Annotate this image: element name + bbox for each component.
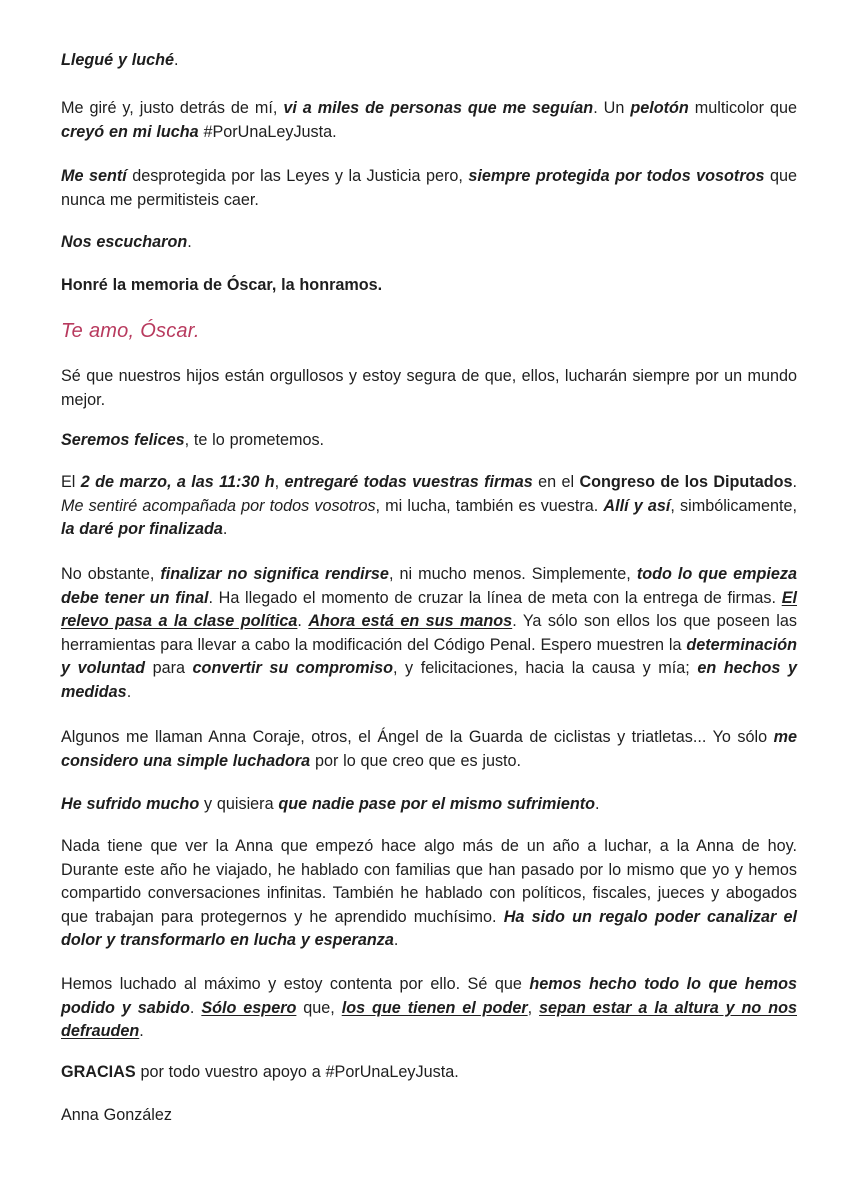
text-run: .: [792, 473, 797, 491]
text-run: por todo vuestro apoyo a #PorUnaLeyJusta.: [135, 1063, 459, 1081]
paragraph-4: [61, 231, 192, 255]
underlined-emphasis: sepan estar a la altura y no nos defrauden: [61, 998, 797, 1040]
emphasis: todo lo que empieza debe tener un final: [61, 565, 797, 607]
text-run: desprotegida por las Leyes y la Justicia pero,: [126, 167, 469, 185]
text-run: Algunos me llaman Anna Coraje, otros, el Ángel de la Guarda de ciclistas y triatletas... Yo sólo: [61, 728, 774, 746]
text-run: Me giré y, justo detrás de mí,: [61, 99, 284, 117]
text-run: , ni mucho menos. Simplemente,: [388, 565, 637, 583]
emphasis: Ha sido un regalo poder canalizar el dolor y transformarlo en lucha y esperanza: [61, 907, 797, 949]
emphasis: GRACIAS: [61, 1063, 136, 1081]
emphasis: Llegué y luché: [61, 51, 175, 69]
paragraph-9: [61, 471, 797, 542]
text-run: .: [187, 233, 192, 251]
emphasis: hemos hecho todo lo que hemos podido y sabido: [61, 975, 797, 1017]
paragraph-8: [61, 429, 324, 453]
emphasis: He sufrido mucho: [61, 795, 200, 813]
paragraph-1: [61, 49, 179, 73]
text-run: .: [393, 931, 399, 949]
paragraph-7: [61, 365, 797, 412]
text-run: . Un: [593, 99, 631, 117]
text-run: multicolor que: [688, 99, 798, 117]
emphasis: que nadie pase por el mismo sufrimiento: [278, 795, 596, 813]
emphasis: me considero una simple luchadora: [61, 728, 797, 770]
paragraph-12: [61, 793, 600, 817]
text-run: , te lo prometemos.: [184, 431, 325, 449]
love-heading: Te amo, Óscar.: [61, 320, 200, 342]
emphasis: vi a miles de personas que me seguían: [283, 99, 594, 117]
text-run: El: [61, 473, 81, 491]
text-run: . Ha llegado el momento de cruzar la línea de meta con la entrega de firmas.: [208, 588, 782, 607]
text-run: ,: [274, 473, 285, 491]
paragraph-3: [61, 165, 797, 212]
hashtag-text: #PorUnaLeyJusta.: [198, 122, 337, 141]
text-run: No obstante,: [61, 565, 161, 583]
text-run: Anna González: [61, 1106, 172, 1124]
emphasis: Congreso de los Diputados: [579, 473, 793, 491]
emphasis: Honré la memoria de Óscar, la honramos.: [61, 276, 383, 294]
emphasis: Seremos felices: [61, 431, 185, 449]
emphasis: Nos escucharon: [61, 233, 188, 251]
emphasis: en hechos y medidas: [61, 659, 797, 701]
italic-text: Me sentiré acompañada por todos vosotros: [61, 496, 376, 515]
paragraph-13: [61, 835, 797, 953]
text-run: .: [139, 1022, 144, 1040]
text-run: y quisiera: [199, 795, 279, 813]
emphasis: convertir su compromiso: [192, 659, 393, 677]
text-run: para: [145, 659, 193, 677]
underlined-emphasis: los que tienen el poder: [341, 998, 528, 1017]
paragraph-10: [61, 563, 797, 704]
text-run: Sé que nuestros hijos están orgullosos y estoy segura de que, ellos, lucharán siempre por un mundo mejor.: [61, 367, 797, 409]
text-run: .: [297, 612, 309, 630]
paragraph-11: [61, 726, 797, 773]
text-run: . Ya sólo son ellos los que poseen las herramientas para llevar a cabo la modificación del Código Penal. Espero muestren la: [61, 612, 797, 654]
text-run: , mi lucha, también es vuestra.: [375, 496, 604, 515]
text-run: Nada tiene que ver la Anna que empezó hace algo más de un año a luchar, a la Anna de hoy. Durante este año he viajado, he hablado con familias que han pasado por lo mismo que yo y hemos compartido conversaciones infinitas. También he hablado con políticos, fiscales, jueces y abogados que trabajan para protegernos y he aprendido muchísimo.: [61, 837, 797, 926]
text-run: , simbólicamente,: [670, 496, 797, 515]
emphasis: siempre protegida por todos vosotros: [468, 167, 765, 185]
emphasis: Me sentí: [61, 167, 127, 185]
paragraph-2: [61, 97, 797, 144]
paragraph-5: [61, 274, 382, 298]
emphasis: la daré por finalizada: [61, 520, 223, 538]
text-run: por lo que creo que es justo.: [310, 751, 522, 770]
text-run: .: [189, 998, 202, 1017]
text-run: , y felicitaciones, hacia la causa y mía;: [392, 659, 698, 677]
text-run: .: [126, 682, 132, 701]
text-run: en el: [532, 473, 580, 491]
text-run: que,: [296, 998, 342, 1017]
underlined-emphasis: Sólo espero: [201, 998, 297, 1017]
emphasis: creyó en mi lucha: [61, 122, 199, 141]
text-run: ,: [527, 998, 540, 1017]
emphasis: finalizar no significa rendirse: [160, 565, 389, 583]
underlined-emphasis: Ahora está en sus manos: [308, 612, 513, 630]
text-run: .: [222, 520, 228, 538]
underlined-emphasis: El relevo pasa a la clase política: [61, 588, 797, 630]
text-run: .: [174, 51, 179, 69]
text-run: que nunca me permitisteis caer.: [61, 167, 797, 209]
emphasis: pelotón: [630, 99, 689, 117]
date-emphasis: 2 de marzo, a las 11:30 h: [80, 473, 275, 491]
emphasis: Allí y así: [603, 496, 671, 515]
emphasis: entregaré todas vuestras firmas: [284, 473, 533, 491]
paragraph-14: [61, 973, 797, 1044]
signature-name: [61, 1104, 172, 1128]
text-run: Hemos luchado al máximo y estoy contenta por ello. Sé que: [61, 975, 530, 993]
paragraph-15: [61, 1061, 459, 1085]
emphasis: determinación y voluntad: [61, 635, 797, 677]
text-run: .: [595, 795, 600, 813]
